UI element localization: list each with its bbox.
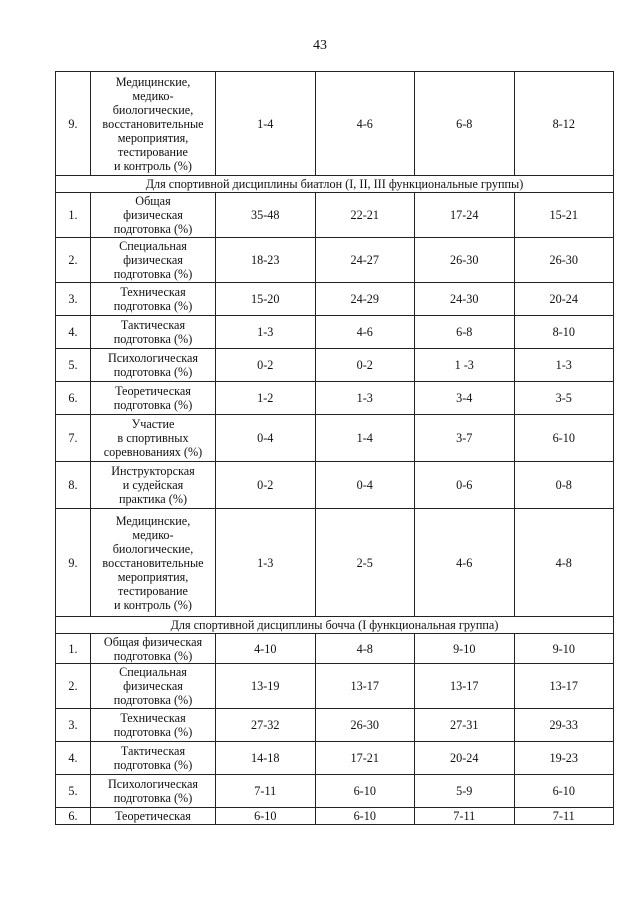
row-name-line: в спортивных — [117, 431, 189, 445]
row-name — [91, 316, 216, 349]
row-number: 8. — [56, 462, 91, 509]
value-cell: 4-8 — [514, 509, 614, 617]
value-cell: 9-10 — [514, 634, 614, 664]
value-cell: 0-6 — [415, 462, 515, 509]
table-row — [56, 193, 614, 238]
value-cell: 2-5 — [315, 509, 415, 617]
value-cell: 1-3 — [315, 382, 415, 415]
row-name-line: биологические, — [112, 541, 194, 556]
row-name-line: практика (%) — [118, 492, 188, 506]
row-name-line: соревнованиях (%) — [103, 445, 203, 459]
row-number: 1. — [56, 193, 91, 238]
value-cell: 7-11 — [415, 808, 515, 825]
table-row — [56, 238, 614, 283]
row-number: 6. — [56, 382, 91, 415]
row-name-line: восстановительные — [102, 116, 204, 131]
value-cell: 0-4 — [216, 415, 316, 462]
table-row — [56, 316, 614, 349]
value-cell: 6-10 — [514, 415, 614, 462]
value-cell: 20-24 — [415, 742, 515, 775]
value-cell: 6-10 — [315, 775, 415, 808]
table-row — [56, 742, 614, 775]
row-name — [91, 709, 216, 742]
row-name-line: подготовка (%) — [113, 299, 193, 313]
value-cell: 0-2 — [216, 462, 316, 509]
row-number: 3. — [56, 283, 91, 316]
row-name-line: и контроль (%) — [114, 597, 192, 612]
row-name-line: подготовка (%) — [113, 758, 193, 772]
value-cell: 3-7 — [415, 415, 515, 462]
row-name-line: подготовка (%) — [113, 332, 193, 346]
row-name-line: Специальная — [119, 665, 187, 679]
row-name — [91, 193, 216, 238]
value-cell: 6-8 — [415, 316, 515, 349]
value-cell: 6-10 — [216, 808, 316, 825]
row-name-line: физическая — [123, 208, 183, 222]
table-row — [56, 509, 614, 617]
value-cell: 1-3 — [514, 349, 614, 382]
row-name — [91, 664, 216, 709]
value-cell: 24-29 — [315, 283, 415, 316]
value-cell: 17-24 — [415, 193, 515, 238]
value-cell: 13-19 — [216, 664, 316, 709]
row-name — [91, 349, 216, 382]
value-cell: 4-10 — [216, 634, 316, 664]
table-row — [56, 382, 614, 415]
table-row — [56, 808, 614, 825]
value-cell: 0-2 — [216, 349, 316, 382]
section-title: Для спортивной дисциплины бочча (I функциональная группа) — [56, 617, 614, 634]
row-name-line: медико- — [132, 88, 174, 103]
row-name-line: Психологическая — [108, 351, 198, 365]
value-cell: 13-17 — [514, 664, 614, 709]
row-name-line: Тактическая — [120, 744, 186, 758]
training-distribution-table — [55, 71, 614, 825]
value-cell: 26-30 — [514, 238, 614, 283]
section-header-row — [56, 176, 614, 193]
table-row — [56, 775, 614, 808]
row-number: 5. — [56, 349, 91, 382]
row-number: 4. — [56, 742, 91, 775]
value-cell: 22-21 — [315, 193, 415, 238]
row-name-line: Психологическая — [108, 777, 198, 791]
row-number: 6. — [56, 808, 91, 825]
value-cell: 5-9 — [415, 775, 515, 808]
row-name-line: подготовка (%) — [113, 725, 193, 739]
row-name-line: медико- — [132, 527, 174, 542]
row-name-line: Инструкторская — [111, 464, 195, 478]
row-number: 3. — [56, 709, 91, 742]
row-name — [91, 634, 216, 664]
section-title: Для спортивной дисциплины биатлон (I, II, III функциональные группы) — [56, 176, 614, 193]
row-number: 2. — [56, 664, 91, 709]
value-cell: 14-18 — [216, 742, 316, 775]
row-name-line: подготовка (%) — [113, 648, 193, 663]
value-cell: 9-10 — [415, 634, 515, 664]
row-name-line: мероприятия, — [117, 569, 189, 584]
value-cell: 29-33 — [514, 709, 614, 742]
value-cell: 8-10 — [514, 316, 614, 349]
row-name — [91, 72, 216, 176]
value-cell: 1-3 — [216, 509, 316, 617]
row-number: 7. — [56, 415, 91, 462]
row-name-line: и контроль (%) — [114, 158, 192, 173]
row-name — [91, 462, 216, 509]
row-number: 9. — [56, 72, 91, 176]
page-number: 43 — [313, 38, 327, 53]
row-name-line: Теоретическая — [115, 384, 191, 398]
value-cell: 6-10 — [315, 808, 415, 825]
row-number: 2. — [56, 238, 91, 283]
row-name — [91, 509, 216, 617]
value-cell: 18-23 — [216, 238, 316, 283]
value-cell: 35-48 — [216, 193, 316, 238]
row-name-line: Техническая — [120, 711, 186, 725]
value-cell: 3-4 — [415, 382, 515, 415]
row-name-line: мероприятия, — [117, 130, 189, 145]
value-cell: 26-30 — [315, 709, 415, 742]
row-name-line: физическая — [123, 679, 183, 693]
table-row — [56, 283, 614, 316]
row-number: 1. — [56, 634, 91, 664]
row-name-line: Медицинские, — [115, 513, 191, 528]
row-number: 9. — [56, 509, 91, 617]
row-name-line: физическая — [123, 253, 183, 267]
table-row — [56, 415, 614, 462]
row-name-line: подготовка (%) — [113, 398, 193, 412]
value-cell: 24-30 — [415, 283, 515, 316]
row-name-line: восстановительные — [102, 555, 204, 570]
value-cell: 13-17 — [415, 664, 515, 709]
table-row — [56, 664, 614, 709]
value-cell: 0-4 — [315, 462, 415, 509]
row-name-line: подготовка (%) — [113, 365, 193, 379]
row-name — [91, 283, 216, 316]
value-cell: 3-5 — [514, 382, 614, 415]
row-name — [91, 808, 216, 825]
row-name-line: Специальная — [119, 239, 187, 253]
value-cell: 6-10 — [514, 775, 614, 808]
row-name — [91, 415, 216, 462]
row-number: 5. — [56, 775, 91, 808]
value-cell: 13-17 — [315, 664, 415, 709]
table-row — [56, 349, 614, 382]
value-cell: 1-4 — [216, 72, 316, 176]
value-cell: 17-21 — [315, 742, 415, 775]
row-name-line: биологические, — [112, 102, 194, 117]
value-cell: 1-3 — [216, 316, 316, 349]
value-cell: 1-4 — [315, 415, 415, 462]
row-name — [91, 238, 216, 283]
row-name-line: Теоретическая — [115, 809, 191, 823]
table-row — [56, 634, 614, 664]
row-name-line: Тактическая — [120, 318, 186, 332]
value-cell: 27-32 — [216, 709, 316, 742]
value-cell: 8-12 — [514, 72, 614, 176]
row-name-line: Общая физическая — [103, 634, 203, 649]
value-cell: 0-8 — [514, 462, 614, 509]
row-name-line: подготовка (%) — [113, 222, 193, 236]
table-row — [56, 709, 614, 742]
value-cell: 1-2 — [216, 382, 316, 415]
value-cell: 24-27 — [315, 238, 415, 283]
value-cell: 4-6 — [315, 72, 415, 176]
value-cell: 1 -3 — [415, 349, 515, 382]
value-cell: 26-30 — [415, 238, 515, 283]
value-cell: 4-8 — [315, 634, 415, 664]
table-body — [56, 72, 614, 825]
row-name — [91, 775, 216, 808]
row-number: 4. — [56, 316, 91, 349]
row-name-line: Общая — [135, 194, 171, 208]
row-name-line: подготовка (%) — [113, 791, 193, 805]
value-cell: 0-2 — [315, 349, 415, 382]
section-header-row — [56, 617, 614, 634]
value-cell: 4-6 — [415, 509, 515, 617]
value-cell: 6-8 — [415, 72, 515, 176]
value-cell: 15-21 — [514, 193, 614, 238]
row-name-line: тестирование — [118, 583, 188, 598]
value-cell: 7-11 — [216, 775, 316, 808]
row-name — [91, 742, 216, 775]
row-name — [91, 382, 216, 415]
table-row — [56, 462, 614, 509]
row-name-line: тестирование — [118, 144, 188, 159]
value-cell: 20-24 — [514, 283, 614, 316]
row-name-line: подготовка (%) — [113, 693, 193, 707]
value-cell: 27-31 — [415, 709, 515, 742]
table-row — [56, 72, 614, 176]
value-cell: 19-23 — [514, 742, 614, 775]
value-cell: 4-6 — [315, 316, 415, 349]
value-cell: 15-20 — [216, 283, 316, 316]
row-name-line: Медицинские, — [115, 74, 191, 89]
row-name-line: и судейская — [122, 478, 184, 492]
row-name-line: подготовка (%) — [113, 267, 193, 281]
row-name-line: Участие — [131, 417, 175, 431]
value-cell: 7-11 — [514, 808, 614, 825]
row-name-line: Техническая — [120, 285, 186, 299]
